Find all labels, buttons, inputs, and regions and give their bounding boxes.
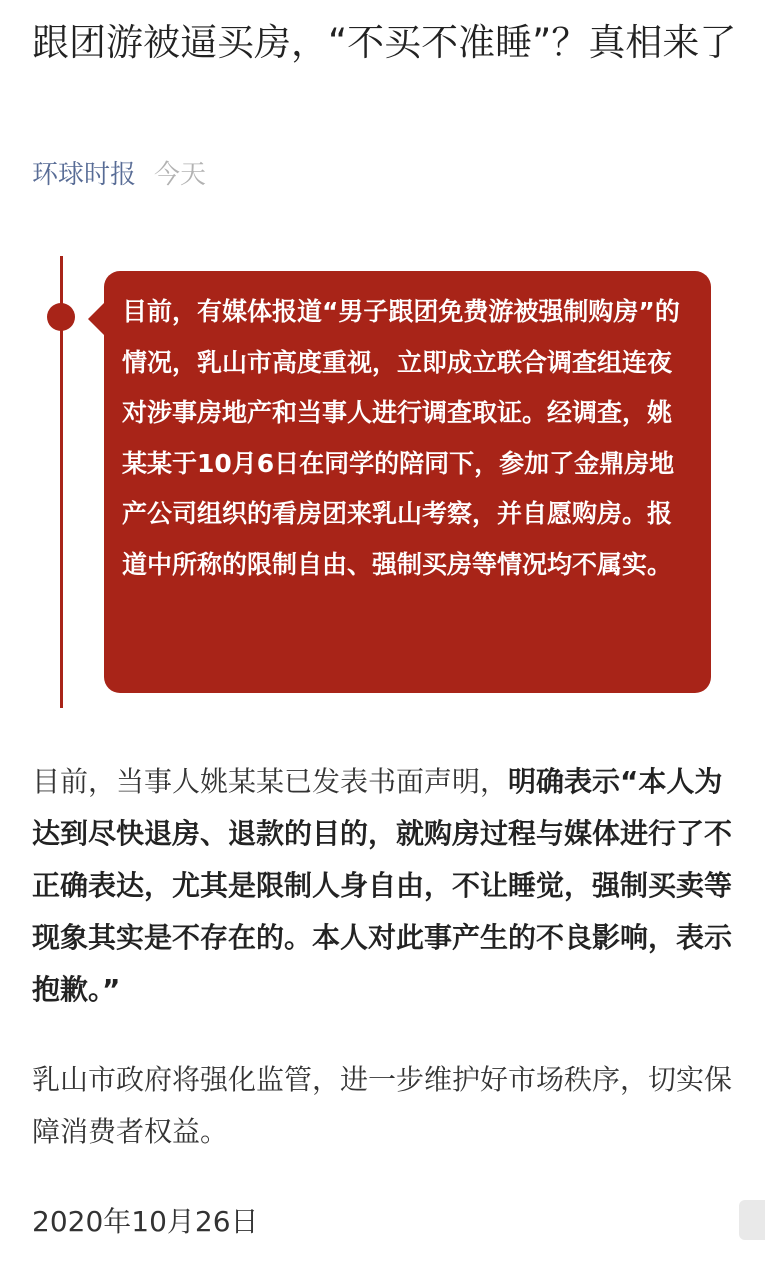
publish-date: 今天 bbox=[154, 160, 207, 190]
article-title: 跟团游被逼买房，“不买不准睡”？真相来了 bbox=[32, 21, 737, 64]
floating-tab[interactable] bbox=[739, 1200, 765, 1240]
timeline-dot bbox=[47, 303, 75, 331]
article-meta bbox=[32, 155, 206, 195]
highlight-callout bbox=[104, 271, 711, 693]
source-link[interactable]: 环球时报 bbox=[32, 160, 137, 190]
dateline: 2020年10月26日 bbox=[32, 1205, 259, 1238]
body-paragraph-statement bbox=[32, 756, 738, 1016]
body-paragraph-government: 乳山市政府将强化监管，进一步维护好市场秩序，切实保障消费者权益。 bbox=[32, 1063, 733, 1148]
callout-text: 目前，有媒体报道“男子跟团免费游被强制购房”的情况，乳山市高度重视，立即成立联合调查组连夜对涉事房地产和当事人进行调查取证。经调查，姚某某于10月6日在同学的陪同下，参加了金鼎房地产公司组织的看房团来乳山考察，并自愿购房。报道中所称的限制自由、强制买房等情况均不属实。 bbox=[122, 297, 680, 579]
statement-quote: 明确表示“本人为达到尽快退房、退款的目的，就购房过程与媒体进行了不正确表达，尤其是限制人身自由，不让睡觉，强制买卖等现象其实是不存在的。本人对此事产生的不良影响，表示抱歉。” bbox=[32, 765, 733, 1006]
callout-pointer bbox=[88, 303, 104, 335]
statement-lead: 目前，当事人姚某某已发表书面声明， bbox=[32, 765, 509, 798]
